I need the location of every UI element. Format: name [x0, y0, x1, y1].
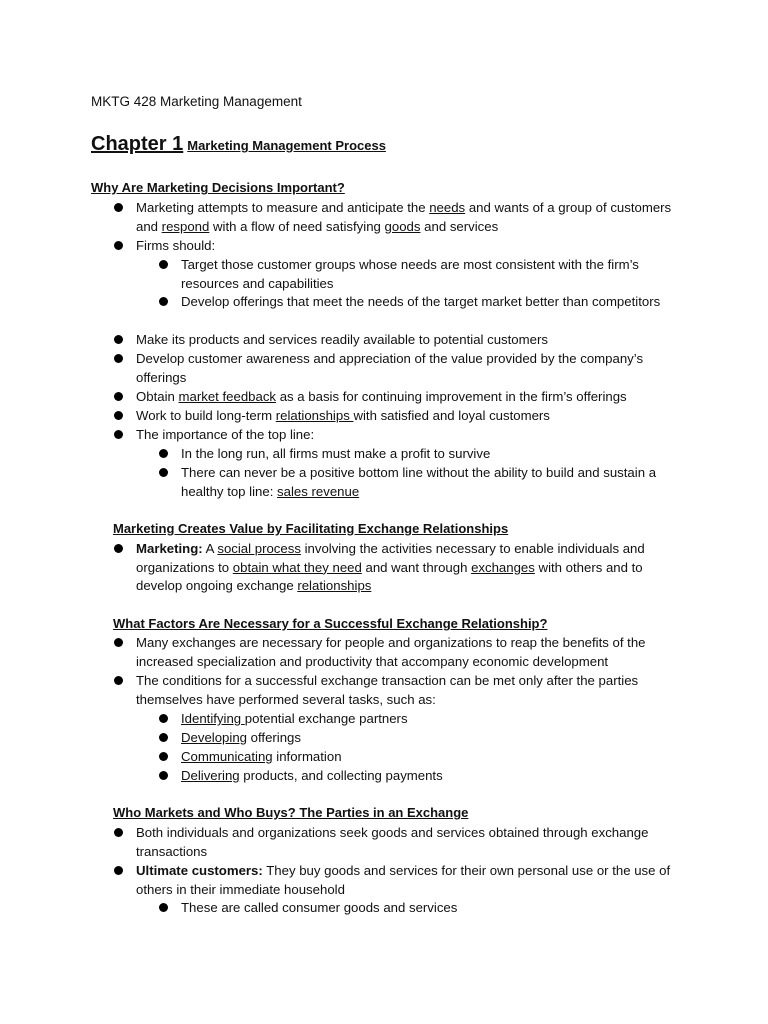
list-item: The conditions for a successful exchange transaction can be met only after the parties themselves have performed several tasks, such as:	[136, 672, 676, 709]
sub-list-item: Developing offerings	[181, 729, 676, 748]
list-item: Ultimate customers: They buy goods and services for their own personal use or the use of others in their immediate household	[136, 862, 676, 899]
list-item: Develop customer awareness and appreciation of the value provided by the company’s offerings	[136, 350, 676, 387]
list-item: Make its products and services readily available to potential customers	[136, 331, 676, 350]
sub-list-item: In the long run, all firms must make a profit to survive	[181, 445, 676, 464]
section-heading-parties: Who Markets and Who Buys? The Parties in an Exchange	[113, 805, 469, 820]
list-item: Both individuals and organizations seek goods and services obtained through exchange transactions	[136, 824, 676, 861]
section-heading-exchange-factors: What Factors Are Necessary for a Successful Exchange Relationship?	[113, 616, 548, 631]
list-item: Firms should:	[136, 237, 676, 256]
list-item: The importance of the top line:	[136, 426, 676, 445]
sub-list-item: Develop offerings that meet the needs of the target market better than competitors	[181, 293, 676, 312]
chapter-heading	[91, 133, 386, 156]
list-item: Work to build long-term relationships with satisfied and loyal customers	[136, 407, 676, 426]
list-item: Obtain market feedback as a basis for continuing improvement in the firm’s offerings	[136, 388, 676, 407]
sub-list-item: Delivering products, and collecting payments	[181, 767, 676, 786]
sub-list-item: Target those customer groups whose needs are most consistent with the firm’s resources and capabilities	[181, 256, 676, 293]
sub-list-item: Communicating information	[181, 748, 676, 767]
list-item: Many exchanges are necessary for people and organizations to reap the benefits of the increased specialization and productivity that accompany economic development	[136, 634, 676, 671]
list-item: Marketing: A social process involving the activities necessary to enable individuals and organizations to obtain what they need and want through exchanges with others and to develop ongoing exchange relationships	[136, 540, 676, 596]
section-heading-creates-value: Marketing Creates Value by Facilitating Exchange Relationships	[113, 521, 509, 536]
section-heading-why-marketing: Why Are Marketing Decisions Important?	[91, 180, 345, 195]
chapter-number: Chapter 1	[91, 133, 184, 155]
sub-list-item: There can never be a positive bottom line without the ability to build and sustain a healthy top line: sales revenue	[181, 464, 676, 501]
course-title: MKTG 428 Marketing Management	[91, 94, 302, 109]
sub-list-item: Identifying potential exchange partners	[181, 710, 676, 729]
sub-list-item: These are called consumer goods and services	[181, 899, 676, 918]
list-item: Marketing attempts to measure and anticipate the needs and wants of a group of customers and respond with a flow of need satisfying goods and services	[136, 199, 676, 236]
chapter-title: Marketing Management Process	[187, 138, 386, 153]
